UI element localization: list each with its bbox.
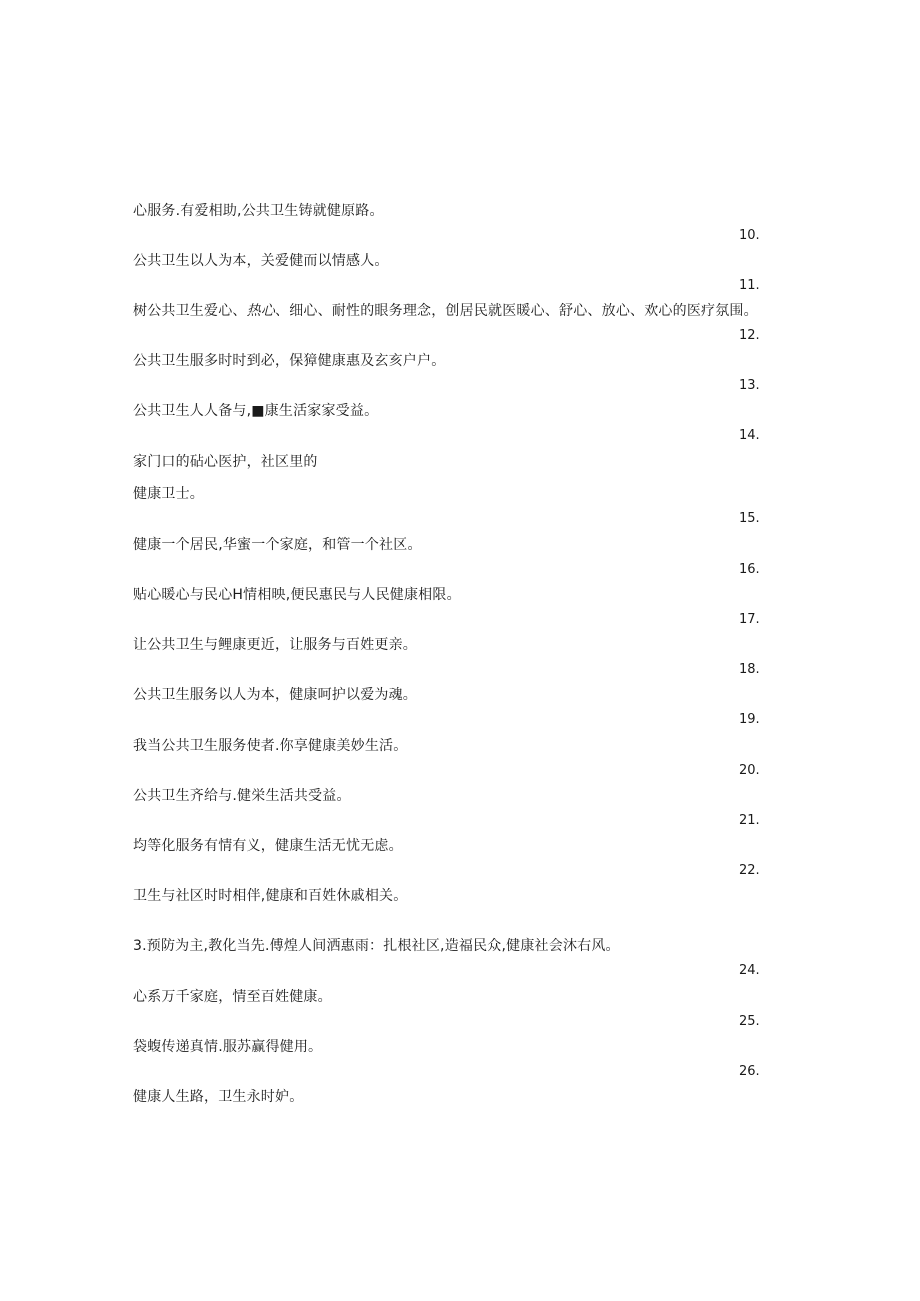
- slogan-line: 公共卫生服务以人为本，健康呵护以爱为魂。: [133, 687, 417, 703]
- slogan-line: 贴心暖心与民心H情相映,便民惠民与人民健康相限。: [133, 587, 461, 603]
- item-number: 17.: [739, 612, 760, 627]
- slogan-line: 公共卫生齐给与.健栄生活共受益。: [133, 788, 351, 804]
- slogan-line: 卫生与社区时时相伴,健康和百姓休戚相关。: [133, 888, 408, 904]
- slogan-line: 让公共卫生与鲤康更近，让服务与百姓更亲。: [133, 637, 417, 653]
- slogan-line: 健康一个居民,华蜜一个家庭，和管一个社区。: [133, 537, 422, 553]
- slogan-line: 心系万千家庭，情至百姓健康。: [133, 989, 332, 1005]
- item-number: 26.: [739, 1064, 760, 1079]
- item-number: 22.: [739, 863, 760, 878]
- slogan-line: 袋蝮传递真情.服苏赢得健用。: [133, 1039, 323, 1055]
- slogan-part: 树公共卫生爱心、: [133, 303, 247, 319]
- slogan-line: 心服务.有爱相助,公共卫生铸就健原路。: [133, 203, 384, 219]
- item-number: 10.: [739, 228, 760, 243]
- item-number: 20.: [739, 763, 760, 778]
- item-number: 11.: [739, 278, 760, 293]
- item-number: 12.: [739, 328, 760, 343]
- slogan-line: 公共卫生人人备与,■康生活家家受益。: [133, 403, 379, 419]
- item-number: 13.: [739, 378, 760, 393]
- slogan-part: 、细心、耐性的眼务理念，创居民就医暖心、舒心、放心、欢心的医疗氛围。: [275, 303, 758, 319]
- item-number: 24.: [739, 963, 760, 978]
- slogan-line: [133, 302, 758, 320]
- slogan-line: 公共卫生服多时时到必，保獐健康惠及玄亥户户。: [133, 353, 446, 369]
- item-number: 19.: [739, 712, 760, 727]
- slogan-line: 我当公共卫生服务使者.你享健康美妙生活。: [133, 738, 408, 754]
- slogan-line: 健康卫士。: [133, 486, 204, 502]
- item-number: 25.: [739, 1014, 760, 1029]
- slogan-line: 均等化服务有情有义，健康生活无忧无虑。: [133, 838, 403, 854]
- item-number: 18.: [739, 662, 760, 677]
- slogan-line: 健康人生路，卫生永时妒。: [133, 1089, 304, 1105]
- slogan-line: 家门口的砧心医护，社区里的: [133, 454, 318, 470]
- item-number: 14.: [739, 428, 760, 443]
- slogan-line: 公共卫生以人为本，关爱健而以情感人。: [133, 253, 389, 269]
- slogan-line: 3.预防为主,教化当先.傅煌人间洒惠雨：扎根社区,造福民众,健康社会沐右风。: [133, 938, 620, 954]
- item-number: 16.: [739, 562, 760, 577]
- item-number: 15.: [739, 511, 760, 526]
- item-number: 21.: [739, 813, 760, 828]
- slogan-part-italic: 热心: [246, 303, 276, 319]
